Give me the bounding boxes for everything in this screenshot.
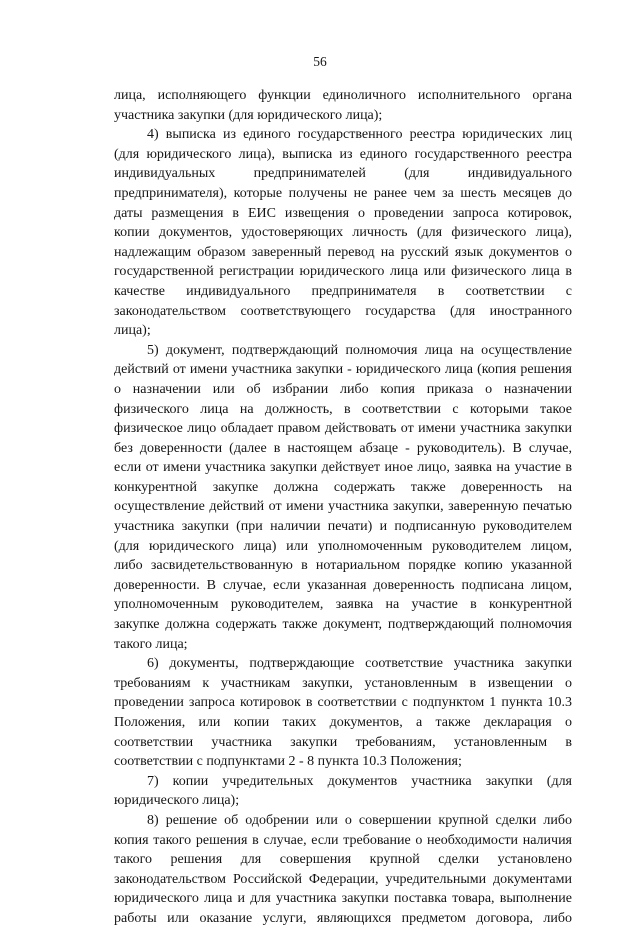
text-line: участника закупки (для юридического лица); <box>114 107 383 123</box>
text-line: лица); <box>114 323 151 339</box>
text-line: юридического лица и для участника закупки поставка товара, выполнение <box>114 891 572 907</box>
text-line: осуществление действий от имени участника закупки, заверенную печатью <box>114 499 572 515</box>
text-line: копии документов, удостоверяющих личность (для физического лица), <box>114 225 572 241</box>
text-line: даты размещения в ЕИС извещения о проведении запроса котировок, <box>114 205 572 221</box>
text-line: 7) копии учредительных документов участника закупки (для <box>147 773 572 789</box>
text-line: требованиям к участникам закупки, установленным в извещении о <box>114 675 572 691</box>
text-line: физическое лицо обладает правом действовать от имени участника закупки <box>114 421 572 437</box>
text-line: предпринимателя), которые получены не ранее чем за шесть месяцев до <box>114 185 572 201</box>
text-line: работы или оказание услуги, являющихся предметом договора, либо <box>114 910 572 926</box>
text-line: законодательством Российской Федерации, учредительными документами <box>114 871 572 887</box>
text-line: либо засвидетельствованную в нотариальном порядке копию указанной <box>114 558 572 574</box>
text-line: соответствии с подпунктами 2 - 8 пункта 10.3 Положения; <box>114 754 462 770</box>
text-line: уполномоченным руководителем, заявка на участие в конкурентной <box>114 597 572 613</box>
text-line: без доверенности (далее в настоящем абзаце - руководитель). В случае, <box>114 440 572 456</box>
text-line: законодательством соответствующего государства (для иностранного <box>114 303 572 319</box>
text-line: о назначении или об избрании либо копия приказа о назначении <box>114 381 572 397</box>
text-line: если от имени участника закупки действует иное лицо, заявка на участие в <box>114 460 572 476</box>
text-line: индивидуальных предпринимателей (для индивидуального <box>114 166 572 182</box>
text-line: (для юридического лица) или уполномоченным руководителем лицом, <box>114 538 572 554</box>
text-line: 6) документы, подтверждающие соответствие участника закупки <box>147 656 572 672</box>
document-body <box>114 86 572 929</box>
text-line: проведении запроса котировок в соответствии с подпунктом 1 пункта 10.3 <box>114 695 572 711</box>
text-line: 8) решение об одобрении или о совершении крупной сделки либо <box>147 812 572 828</box>
text-line: 4) выписка из единого государственного реестра юридических лиц <box>147 127 572 143</box>
text-line: действий от имени участника закупки - юридического лица (копия решения <box>114 362 572 378</box>
text-line: Положения, или копии таких документов, а также декларация о <box>114 715 572 730</box>
text-line: 5) документ, подтверждающий полномочия лица на осуществление <box>147 342 572 358</box>
text-line: такого лица; <box>114 636 188 652</box>
text-line: участника закупки (при наличии печати) и подписанную руководителем <box>114 519 572 535</box>
text-line: надлежащим образом заверенный перевод на русский язык документов о <box>114 244 572 260</box>
text-line: соответствии участника закупки требованиям, установленным в <box>114 734 572 750</box>
text-line: закупке должна содержать также документ, подтверждающий полномочия <box>114 617 572 633</box>
text-line: государственной регистрации юридического лица или физического лица в <box>114 264 572 280</box>
text-line: доверенности. В случае, если указанная доверенность подписана лицом, <box>114 577 572 593</box>
text-line: юридического лица); <box>114 793 240 809</box>
page-number: 56 <box>313 54 327 69</box>
text-line: (для юридического лица), выписка из единого государственного реестра <box>114 146 572 162</box>
text-line: копия такого решения в случае, если требование о необходимости наличия <box>114 832 572 848</box>
text-line: физического лица на должность, в соответствии с которыми такое <box>114 401 572 417</box>
text-line: конкурентной закупке должна содержать также доверенность на <box>114 479 572 495</box>
text-line: качестве индивидуального предпринимателя в соответствии с <box>114 283 572 299</box>
text-line: такого решения для совершения крупной сделки установлено <box>114 852 572 868</box>
text-line: лица, исполняющего функции единоличного исполнительного органа <box>114 88 572 103</box>
